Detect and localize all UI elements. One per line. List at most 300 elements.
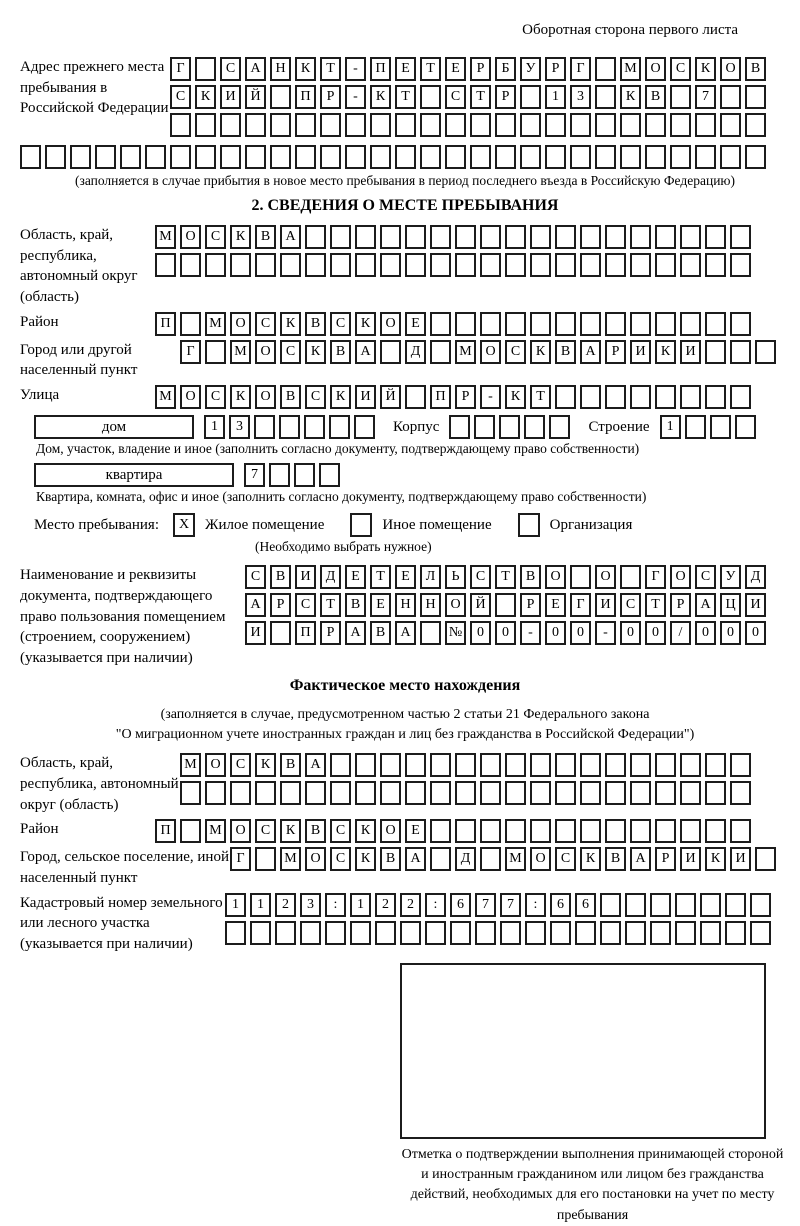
char-box[interactable]: -	[520, 621, 541, 645]
char-box[interactable]: А	[580, 340, 601, 364]
char-box[interactable]: 7	[500, 893, 521, 917]
char-box[interactable]	[580, 253, 601, 277]
char-box[interactable]: В	[370, 621, 391, 645]
char-box[interactable]: С	[445, 85, 466, 109]
char-box[interactable]	[730, 385, 751, 409]
char-box[interactable]	[605, 385, 626, 409]
char-box[interactable]: М	[505, 847, 526, 871]
char-box[interactable]: П	[430, 385, 451, 409]
char-box[interactable]: С	[255, 819, 276, 843]
char-box[interactable]	[480, 847, 501, 871]
char-box[interactable]: 0	[570, 621, 591, 645]
char-box[interactable]	[405, 385, 426, 409]
char-box[interactable]: К	[370, 85, 391, 109]
char-box[interactable]	[730, 312, 751, 336]
char-box[interactable]: А	[695, 593, 716, 617]
char-box[interactable]	[580, 781, 601, 805]
char-box[interactable]: К	[255, 753, 276, 777]
char-box[interactable]	[675, 893, 696, 917]
char-box[interactable]	[375, 921, 396, 945]
char-box[interactable]: -	[345, 57, 366, 81]
char-box[interactable]	[595, 113, 616, 137]
char-box[interactable]: К	[280, 819, 301, 843]
char-box[interactable]: К	[505, 385, 526, 409]
char-box[interactable]	[270, 85, 291, 109]
char-box[interactable]: К	[530, 340, 551, 364]
char-box[interactable]	[430, 340, 451, 364]
char-box[interactable]: К	[355, 312, 376, 336]
char-box[interactable]	[445, 145, 466, 169]
char-box[interactable]: У	[720, 565, 741, 589]
char-box[interactable]	[720, 145, 741, 169]
char-box[interactable]	[600, 921, 621, 945]
char-box[interactable]	[480, 753, 501, 777]
char-box[interactable]: Г	[180, 340, 201, 364]
char-box[interactable]	[505, 753, 526, 777]
char-box[interactable]: О	[255, 340, 276, 364]
char-box[interactable]: 3	[570, 85, 591, 109]
char-box[interactable]: С	[295, 593, 316, 617]
char-box[interactable]: 7	[244, 463, 265, 487]
char-box[interactable]	[405, 753, 426, 777]
char-box[interactable]	[705, 340, 726, 364]
char-box[interactable]	[355, 225, 376, 249]
char-box[interactable]: 6	[450, 893, 471, 917]
char-box[interactable]: К	[355, 819, 376, 843]
char-box[interactable]	[395, 145, 416, 169]
char-box[interactable]	[355, 781, 376, 805]
char-box[interactable]: Т	[395, 85, 416, 109]
char-box[interactable]	[555, 385, 576, 409]
char-box[interactable]: К	[580, 847, 601, 871]
char-box[interactable]	[745, 113, 766, 137]
char-box[interactable]	[655, 819, 676, 843]
char-box[interactable]	[255, 253, 276, 277]
char-box[interactable]: И	[730, 847, 751, 871]
char-box[interactable]: Г	[230, 847, 251, 871]
char-box[interactable]: М	[620, 57, 641, 81]
char-box[interactable]: С	[220, 57, 241, 81]
char-box[interactable]	[425, 921, 446, 945]
char-box[interactable]	[220, 113, 241, 137]
char-box[interactable]: Г	[570, 593, 591, 617]
char-box[interactable]: О	[305, 847, 326, 871]
char-box[interactable]: 1	[660, 415, 681, 439]
char-box[interactable]	[500, 921, 521, 945]
char-box[interactable]: О	[720, 57, 741, 81]
char-box[interactable]: А	[630, 847, 651, 871]
char-box[interactable]: И	[745, 593, 766, 617]
char-box[interactable]: Е	[345, 565, 366, 589]
char-box[interactable]	[525, 921, 546, 945]
char-box[interactable]: Р	[545, 57, 566, 81]
char-box[interactable]	[145, 145, 166, 169]
char-box[interactable]	[705, 253, 726, 277]
char-box[interactable]	[655, 312, 676, 336]
char-box[interactable]	[680, 819, 701, 843]
char-box[interactable]: Д	[320, 565, 341, 589]
char-box[interactable]	[325, 921, 346, 945]
char-box[interactable]	[530, 819, 551, 843]
char-box[interactable]: 0	[495, 621, 516, 645]
char-box[interactable]	[595, 145, 616, 169]
char-box[interactable]: К	[695, 57, 716, 81]
char-box[interactable]	[355, 253, 376, 277]
char-box[interactable]: Р	[605, 340, 626, 364]
char-box[interactable]	[180, 819, 201, 843]
char-box[interactable]: С	[170, 85, 191, 109]
char-box[interactable]	[680, 781, 701, 805]
char-box[interactable]	[420, 113, 441, 137]
char-box[interactable]	[730, 340, 751, 364]
char-box[interactable]: И	[595, 593, 616, 617]
char-box[interactable]	[730, 781, 751, 805]
char-box[interactable]	[355, 753, 376, 777]
char-box[interactable]	[685, 415, 706, 439]
char-box[interactable]: А	[345, 621, 366, 645]
char-box[interactable]	[620, 113, 641, 137]
char-box[interactable]	[195, 145, 216, 169]
char-box[interactable]	[735, 415, 756, 439]
char-box[interactable]	[620, 145, 641, 169]
char-box[interactable]	[605, 225, 626, 249]
char-box[interactable]: 1	[250, 893, 271, 917]
char-box[interactable]: К	[355, 847, 376, 871]
char-box[interactable]	[555, 819, 576, 843]
char-box[interactable]: Е	[405, 312, 426, 336]
residential-premises-checkbox[interactable]: X	[173, 513, 195, 537]
char-box[interactable]: Р	[520, 593, 541, 617]
char-box[interactable]: С	[205, 225, 226, 249]
char-box[interactable]	[475, 921, 496, 945]
char-box[interactable]: Р	[670, 593, 691, 617]
char-box[interactable]	[495, 593, 516, 617]
char-box[interactable]	[180, 253, 201, 277]
char-box[interactable]	[545, 145, 566, 169]
char-box[interactable]	[270, 113, 291, 137]
char-box[interactable]: О	[205, 753, 226, 777]
char-box[interactable]	[455, 753, 476, 777]
char-box[interactable]: П	[295, 621, 316, 645]
char-box[interactable]: О	[255, 385, 276, 409]
char-box[interactable]: К	[305, 340, 326, 364]
char-box[interactable]: Т	[645, 593, 666, 617]
char-box[interactable]	[345, 145, 366, 169]
char-box[interactable]: Й	[380, 385, 401, 409]
char-box[interactable]	[670, 85, 691, 109]
char-box[interactable]: И	[355, 385, 376, 409]
char-box[interactable]: П	[155, 312, 176, 336]
char-box[interactable]	[655, 253, 676, 277]
char-box[interactable]	[580, 753, 601, 777]
char-box[interactable]	[319, 463, 340, 487]
char-box[interactable]: 0	[720, 621, 741, 645]
char-box[interactable]: О	[230, 819, 251, 843]
char-box[interactable]	[420, 621, 441, 645]
char-box[interactable]: 0	[620, 621, 641, 645]
char-box[interactable]	[680, 253, 701, 277]
char-box[interactable]	[455, 253, 476, 277]
char-box[interactable]: О	[670, 565, 691, 589]
char-box[interactable]	[700, 921, 721, 945]
char-box[interactable]: Т	[370, 565, 391, 589]
char-box[interactable]: П	[295, 85, 316, 109]
char-box[interactable]	[305, 225, 326, 249]
char-box[interactable]	[670, 113, 691, 137]
char-box[interactable]: 3	[229, 415, 250, 439]
char-box[interactable]: С	[245, 565, 266, 589]
char-box[interactable]	[680, 753, 701, 777]
char-box[interactable]: О	[645, 57, 666, 81]
char-box[interactable]	[555, 253, 576, 277]
char-box[interactable]: К	[280, 312, 301, 336]
char-box[interactable]: Р	[655, 847, 676, 871]
char-box[interactable]: В	[305, 819, 326, 843]
char-box[interactable]	[630, 819, 651, 843]
char-box[interactable]	[480, 225, 501, 249]
char-box[interactable]: 6	[575, 893, 596, 917]
char-box[interactable]: О	[595, 565, 616, 589]
char-box[interactable]: Р	[270, 593, 291, 617]
char-box[interactable]: К	[620, 85, 641, 109]
char-box[interactable]: А	[245, 593, 266, 617]
char-box[interactable]: Ц	[720, 593, 741, 617]
char-box[interactable]: К	[295, 57, 316, 81]
char-box[interactable]	[195, 113, 216, 137]
char-box[interactable]	[245, 113, 266, 137]
char-box[interactable]: И	[680, 847, 701, 871]
char-box[interactable]	[430, 781, 451, 805]
char-box[interactable]: Л	[420, 565, 441, 589]
char-box[interactable]	[245, 145, 266, 169]
char-box[interactable]	[705, 819, 726, 843]
char-box[interactable]	[710, 415, 731, 439]
char-box[interactable]	[505, 225, 526, 249]
char-box[interactable]	[95, 145, 116, 169]
char-box[interactable]	[605, 753, 626, 777]
char-box[interactable]: О	[445, 593, 466, 617]
char-box[interactable]	[380, 225, 401, 249]
char-box[interactable]: О	[180, 385, 201, 409]
char-box[interactable]: /	[670, 621, 691, 645]
char-box[interactable]: С	[255, 312, 276, 336]
char-box[interactable]: Р	[320, 621, 341, 645]
char-box[interactable]	[730, 225, 751, 249]
char-box[interactable]: М	[205, 819, 226, 843]
char-box[interactable]: Т	[320, 57, 341, 81]
char-box[interactable]: Г	[645, 565, 666, 589]
char-box[interactable]	[625, 893, 646, 917]
char-box[interactable]: С	[505, 340, 526, 364]
char-box[interactable]: А	[405, 847, 426, 871]
char-box[interactable]	[430, 253, 451, 277]
char-box[interactable]	[330, 753, 351, 777]
char-box[interactable]: Б	[495, 57, 516, 81]
char-box[interactable]: М	[230, 340, 251, 364]
char-box[interactable]: А	[395, 621, 416, 645]
char-box[interactable]	[520, 145, 541, 169]
char-box[interactable]	[505, 312, 526, 336]
char-box[interactable]: А	[305, 753, 326, 777]
char-box[interactable]: Н	[395, 593, 416, 617]
char-box[interactable]: 7	[695, 85, 716, 109]
char-box[interactable]: С	[205, 385, 226, 409]
char-box[interactable]	[330, 253, 351, 277]
char-box[interactable]	[470, 113, 491, 137]
char-box[interactable]	[305, 253, 326, 277]
char-box[interactable]	[230, 781, 251, 805]
char-box[interactable]: Т	[470, 85, 491, 109]
char-box[interactable]: С	[280, 340, 301, 364]
char-box[interactable]: Н	[270, 57, 291, 81]
char-box[interactable]: Г	[170, 57, 191, 81]
char-box[interactable]: О	[545, 565, 566, 589]
char-box[interactable]: 7	[475, 893, 496, 917]
char-box[interactable]	[430, 753, 451, 777]
char-box[interactable]	[170, 145, 191, 169]
char-box[interactable]	[580, 385, 601, 409]
char-box[interactable]: :	[325, 893, 346, 917]
char-box[interactable]	[255, 781, 276, 805]
char-box[interactable]: Т	[530, 385, 551, 409]
char-box[interactable]	[630, 385, 651, 409]
char-box[interactable]	[650, 893, 671, 917]
char-box[interactable]: С	[330, 819, 351, 843]
char-box[interactable]: М	[455, 340, 476, 364]
char-box[interactable]	[630, 312, 651, 336]
char-box[interactable]	[580, 312, 601, 336]
char-box[interactable]: И	[295, 565, 316, 589]
char-box[interactable]	[655, 385, 676, 409]
char-box[interactable]: В	[380, 847, 401, 871]
char-box[interactable]: В	[280, 753, 301, 777]
char-box[interactable]	[275, 921, 296, 945]
char-box[interactable]: Р	[320, 85, 341, 109]
char-box[interactable]	[254, 415, 275, 439]
char-box[interactable]	[605, 819, 626, 843]
char-box[interactable]	[295, 113, 316, 137]
char-box[interactable]	[524, 415, 545, 439]
char-box[interactable]	[530, 253, 551, 277]
char-box[interactable]	[330, 225, 351, 249]
char-box[interactable]	[280, 781, 301, 805]
char-box[interactable]: К	[195, 85, 216, 109]
char-box[interactable]	[295, 145, 316, 169]
char-box[interactable]	[555, 225, 576, 249]
char-box[interactable]: №	[445, 621, 466, 645]
char-box[interactable]	[730, 819, 751, 843]
char-box[interactable]	[180, 781, 201, 805]
char-box[interactable]	[605, 312, 626, 336]
char-box[interactable]: О	[380, 312, 401, 336]
char-box[interactable]: 0	[545, 621, 566, 645]
char-box[interactable]: Д	[455, 847, 476, 871]
char-box[interactable]	[329, 415, 350, 439]
char-box[interactable]: К	[230, 225, 251, 249]
char-box[interactable]	[750, 893, 771, 917]
char-box[interactable]	[480, 253, 501, 277]
char-box[interactable]	[269, 463, 290, 487]
char-box[interactable]	[720, 85, 741, 109]
char-box[interactable]: М	[155, 385, 176, 409]
char-box[interactable]	[655, 781, 676, 805]
char-box[interactable]	[480, 781, 501, 805]
char-box[interactable]: 0	[470, 621, 491, 645]
char-box[interactable]	[655, 225, 676, 249]
char-box[interactable]	[270, 621, 291, 645]
char-box[interactable]	[675, 921, 696, 945]
char-box[interactable]: О	[230, 312, 251, 336]
char-box[interactable]: В	[270, 565, 291, 589]
char-box[interactable]	[270, 145, 291, 169]
char-box[interactable]: Т	[420, 57, 441, 81]
char-box[interactable]	[555, 312, 576, 336]
char-box[interactable]	[280, 253, 301, 277]
char-box[interactable]: В	[280, 385, 301, 409]
char-box[interactable]: Е	[370, 593, 391, 617]
char-box[interactable]: М	[180, 753, 201, 777]
char-box[interactable]	[495, 113, 516, 137]
char-box[interactable]	[655, 753, 676, 777]
char-box[interactable]	[605, 253, 626, 277]
char-box[interactable]	[530, 753, 551, 777]
char-box[interactable]	[530, 225, 551, 249]
char-box[interactable]	[580, 225, 601, 249]
char-box[interactable]: В	[555, 340, 576, 364]
char-box[interactable]: К	[230, 385, 251, 409]
char-box[interactable]	[304, 415, 325, 439]
char-box[interactable]	[370, 113, 391, 137]
char-box[interactable]: В	[745, 57, 766, 81]
char-box[interactable]	[745, 145, 766, 169]
char-box[interactable]	[480, 819, 501, 843]
char-box[interactable]	[354, 415, 375, 439]
char-box[interactable]	[730, 753, 751, 777]
char-box[interactable]	[625, 921, 646, 945]
char-box[interactable]	[380, 781, 401, 805]
char-box[interactable]	[650, 921, 671, 945]
char-box[interactable]: Е	[395, 57, 416, 81]
char-box[interactable]: О	[180, 225, 201, 249]
char-box[interactable]: 3	[300, 893, 321, 917]
char-box[interactable]	[630, 781, 651, 805]
char-box[interactable]	[700, 893, 721, 917]
char-box[interactable]	[474, 415, 495, 439]
char-box[interactable]	[595, 85, 616, 109]
char-box[interactable]	[530, 312, 551, 336]
char-box[interactable]	[499, 415, 520, 439]
char-box[interactable]	[420, 145, 441, 169]
char-box[interactable]	[730, 253, 751, 277]
char-box[interactable]: Т	[495, 565, 516, 589]
char-box[interactable]	[550, 921, 571, 945]
char-box[interactable]	[645, 145, 666, 169]
char-box[interactable]: Т	[320, 593, 341, 617]
char-box[interactable]	[680, 225, 701, 249]
char-box[interactable]	[480, 312, 501, 336]
char-box[interactable]: О	[530, 847, 551, 871]
char-box[interactable]: 6	[550, 893, 571, 917]
other-premises-checkbox[interactable]	[350, 513, 372, 537]
char-box[interactable]: :	[525, 893, 546, 917]
char-box[interactable]: П	[370, 57, 391, 81]
char-box[interactable]	[405, 225, 426, 249]
char-box[interactable]: С	[230, 753, 251, 777]
char-box[interactable]: Е	[405, 819, 426, 843]
char-box[interactable]	[549, 415, 570, 439]
char-box[interactable]: Р	[455, 385, 476, 409]
char-box[interactable]	[545, 113, 566, 137]
